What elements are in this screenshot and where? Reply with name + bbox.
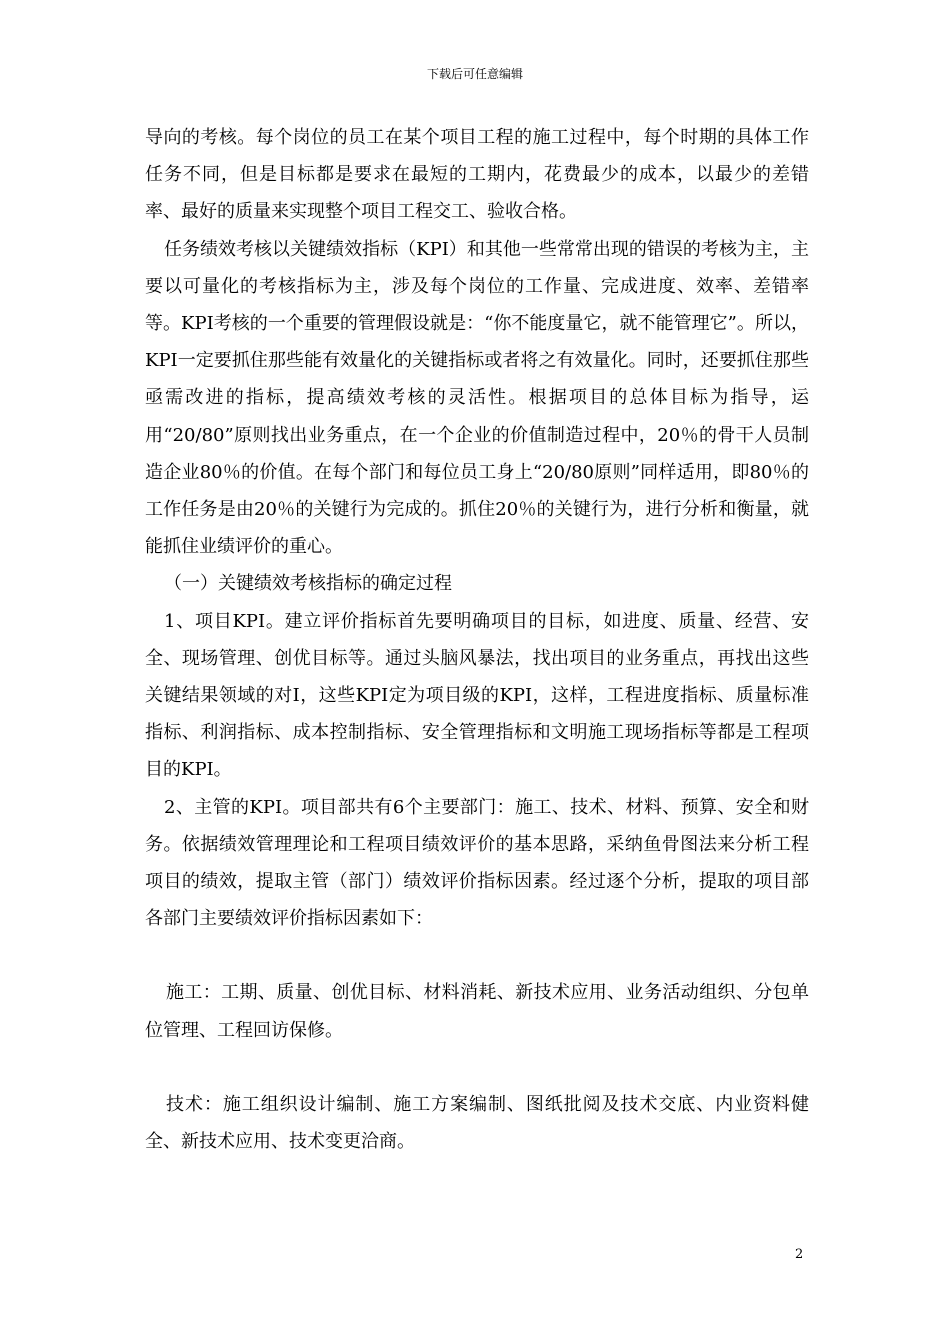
section-heading: （一）关键绩效考核指标的确定过程 [164,573,452,595]
paragraph-1: 导向的考核。每个岗位的员工在某个项目工程的施工过程中，每个时期的具体工作任务不同，但是目标都是要求在最短的工期内，花费最少的成本，以最少的差错率、最好的质量来实现整个项目工程交工、验收合格。 [145,127,809,223]
paragraph-2: 任务绩效考核以关键绩效指标（KPI）和其他一些常常出现的错误的考核为主，主要以可量化的考核指标为主，涉及每个岗位的工作量、完成进度、效率、差错率等。KPI考核的一个重要的管理假设就是：“你不能度量它，就不能管理它”。所以，KPI一定要抓住那些能有效量化的关键指标或者将之有效量化。同时，还要抓住那些亟需改进的指标，提高绩效考核的灵活性。根据项目的总体目标为指导，运用“20/80”原则找出业务重点，在一个企业的价值制造过程中，20％的骨干人员制造企业80％的价值。在每个部门和每位员工身上“20/80原则”同样适用，即80％的工作任务是由20％的关键行为完成的。抓住20％的关键行为，进行分析和衡量，就能抓住业绩评价的重心。 [145,238,809,558]
paragraph-construction: 施工：工期、质量、创优目标、材料消耗、新技术应用、业务活动组织、分包单位管理、工程回访保修。 [145,982,809,1041]
blank-line [145,937,809,974]
blank-line [145,1049,809,1086]
document-body [145,119,809,1160]
page-number: 2 [795,1247,804,1262]
paragraph-project-kpi: 1、项目KPI。建立评价指标首先要明确项目的目标，如进度、质量、经营、安全、现场管理、创优目标等。通过头脑风暴法，找出项目的业务重点，再找出这些关键结果领域的对I，这些KPI定为项目级的KPI，这样，工程进度指标、质量标准指标、利润指标、成本控制指标、安全管理指标和文明施工现场指标等都是工程项目的KPI。 [145,610,809,781]
paragraph-manager-kpi: 2、主管的KPI。项目部共有6个主要部门：施工、技术、材料、预算、安全和财务。依据绩效管理理论和工程项目绩效评价的基本思路，采纳鱼骨图法来分析工程项目的绩效，提取主管（部门）绩效评价指标因素。经过逐个分析，提取的项目部各部门主要绩效评价指标因素如下： [145,796,809,930]
page-header: 下载后可任意编辑 [426,67,523,81]
paragraph-technology: 技术：施工组织设计编制、施工方案编制、图纸批阅及技术交底、内业资料健全、新技术应用、技术变更洽商。 [145,1093,809,1153]
